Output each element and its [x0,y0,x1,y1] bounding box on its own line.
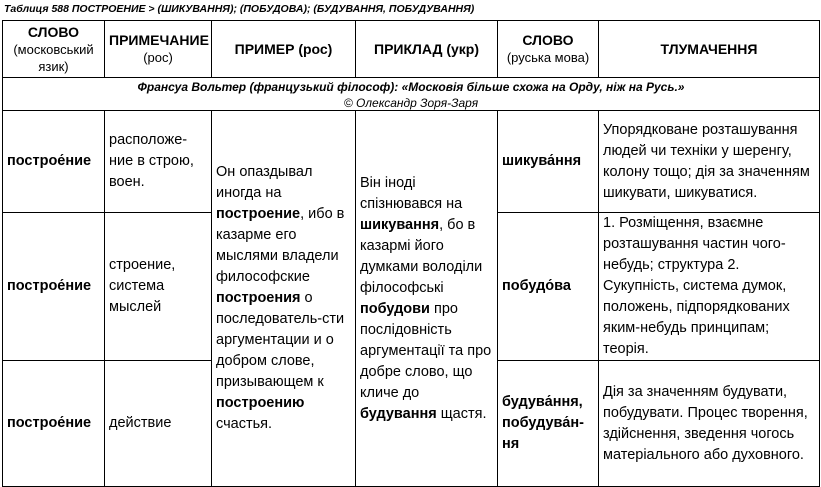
header-row [3,21,820,78]
table-row [3,111,820,213]
definition: Дія за значенням будувати, побудувати. Процес творення, здійснення, зведення чогось матеріального або духовного. [599,361,820,487]
word-ru: построе́ние [3,361,105,487]
voltaire-quote: Франсуа Вольтер (французький філософ): «Московія більше схожа на Орду, ніж на Русь.» [3,78,820,97]
table-caption: Таблиця 588 ПОСТРОЕНИЕ > (ШИКУВАННЯ); (ПОБУДОВА); (БУДУВАННЯ, ПОБУДУВАННЯ) [4,3,475,15]
word-uk: побудо́ва [498,213,599,361]
header-word-uk: СЛОВО (руська мова) [498,21,599,78]
example-uk: Він іноді спізнювався на шикування, бо в казармі його думками володіли філософські побудови про послідовність аргументації та про добре слово, що кличе до будування щастя. [356,111,498,487]
note-ru: строение, система мыслей [105,213,212,361]
copyright-line: © Олександр Зоря-Заря [3,96,820,111]
note-ru: действие [105,361,212,487]
definition: Упорядковане розташування людей чи техніки у шеренгу, колону тощо; дія за значенням шикувати, шикуватися. [599,111,820,213]
header-example-ru: ПРИМЕР (рос) [212,21,356,78]
header-definition: ТЛУМАЧЕННЯ [599,21,820,78]
copyright-row [3,96,820,111]
word-ru: построе́ние [3,111,105,213]
definition: 1. Розміщення, взаємне розташування частин чого-небудь; структура 2. Сукупність, система думок, положень, підпорядкованих яким-небудь принципам; теорія. [599,213,820,361]
header-note: ПРИМЕЧАНИЕ (рос) [105,21,212,78]
header-word-ru: СЛОВО (московський язик) [3,21,105,78]
word-uk: будува́ння, побудува́н-ня [498,361,599,487]
quote-row [3,78,820,97]
header-example-uk: ПРИКЛАД (укр) [356,21,498,78]
note-ru: расположе-ние в строю, воен. [105,111,212,213]
example-ru: Он опаздывал иногда на построение, ибо в казарме его мыслями владели философские построения о последователь-сти аргументации и о добром слове, призывающем к построению счастья. [212,111,356,487]
word-ru: построе́ние [3,213,105,361]
dictionary-table [2,20,820,487]
word-uk: шикува́ння [498,111,599,213]
